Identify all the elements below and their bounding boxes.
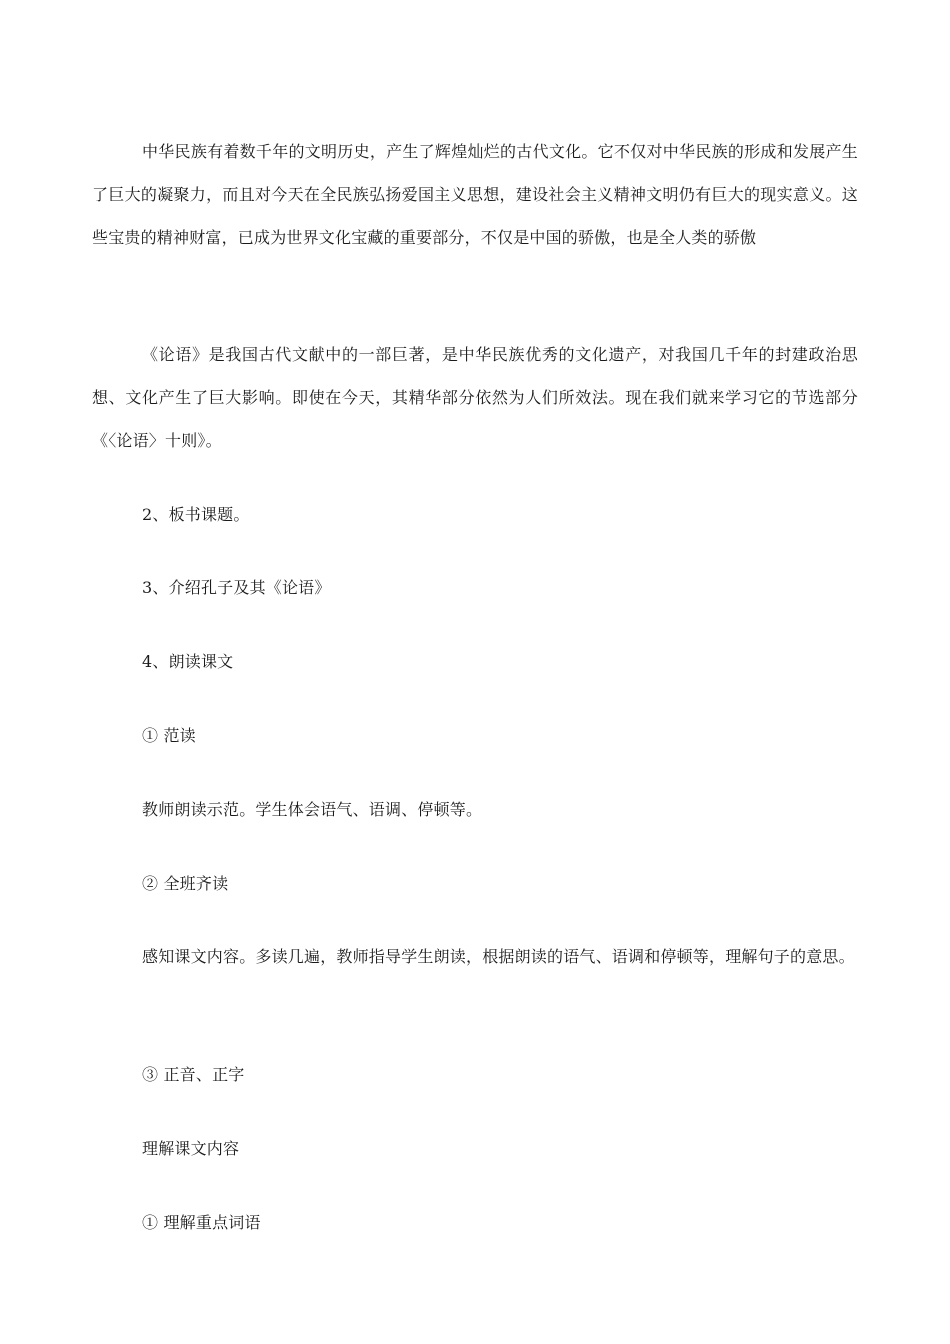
- paragraph-understand-content: 理解课文内容: [142, 1139, 240, 1158]
- paragraph-class-reading-desc: 感知课文内容。多读几遍，教师指导学生朗读，根据朗读的语气、语调和停顿等，理解句子的意思。: [142, 947, 855, 966]
- paragraph-model-reading: ① 范读: [142, 726, 196, 745]
- paragraph-model-reading-desc: 教师朗读示范。学生体会语气、语调、停顿等。: [142, 800, 483, 819]
- paragraph-step-3: 3、介绍孔子及其《论语》: [142, 578, 331, 597]
- paragraph-lunyu-intro: 《论语》是我国古代文献中的一部巨著，是中华民族优秀的文化遗产，对我国几千年的封建政治思想、文化产生了巨大影响。即使在今天，其精华部分依然为人们所效法。现在我们就来学习它的节选部分《〈论语〉十则》。: [92, 345, 858, 450]
- paragraph-key-words: ① 理解重点词语: [142, 1213, 261, 1232]
- paragraph-pronunciation: ③ 正音、正字: [142, 1065, 245, 1084]
- paragraph-step-4: 4、朗读课文: [142, 652, 234, 671]
- paragraph-class-reading: ② 全班齐读: [142, 874, 229, 893]
- paragraph-intro-chinese-culture: 中华民族有着数千年的文明历史，产生了辉煌灿烂的古代文化。它不仅对中华民族的形成和发展产生了巨大的凝聚力，而且对今天在全民族弘扬爱国主义思想，建设社会主义精神文明仍有巨大的现实意义。这些宝贵的精神财富，已成为世界文化宝藏的重要部分，不仅是中国的骄傲，也是全人类的骄傲: [92, 142, 858, 247]
- paragraph-step-2: 2、板书课题。: [142, 505, 250, 524]
